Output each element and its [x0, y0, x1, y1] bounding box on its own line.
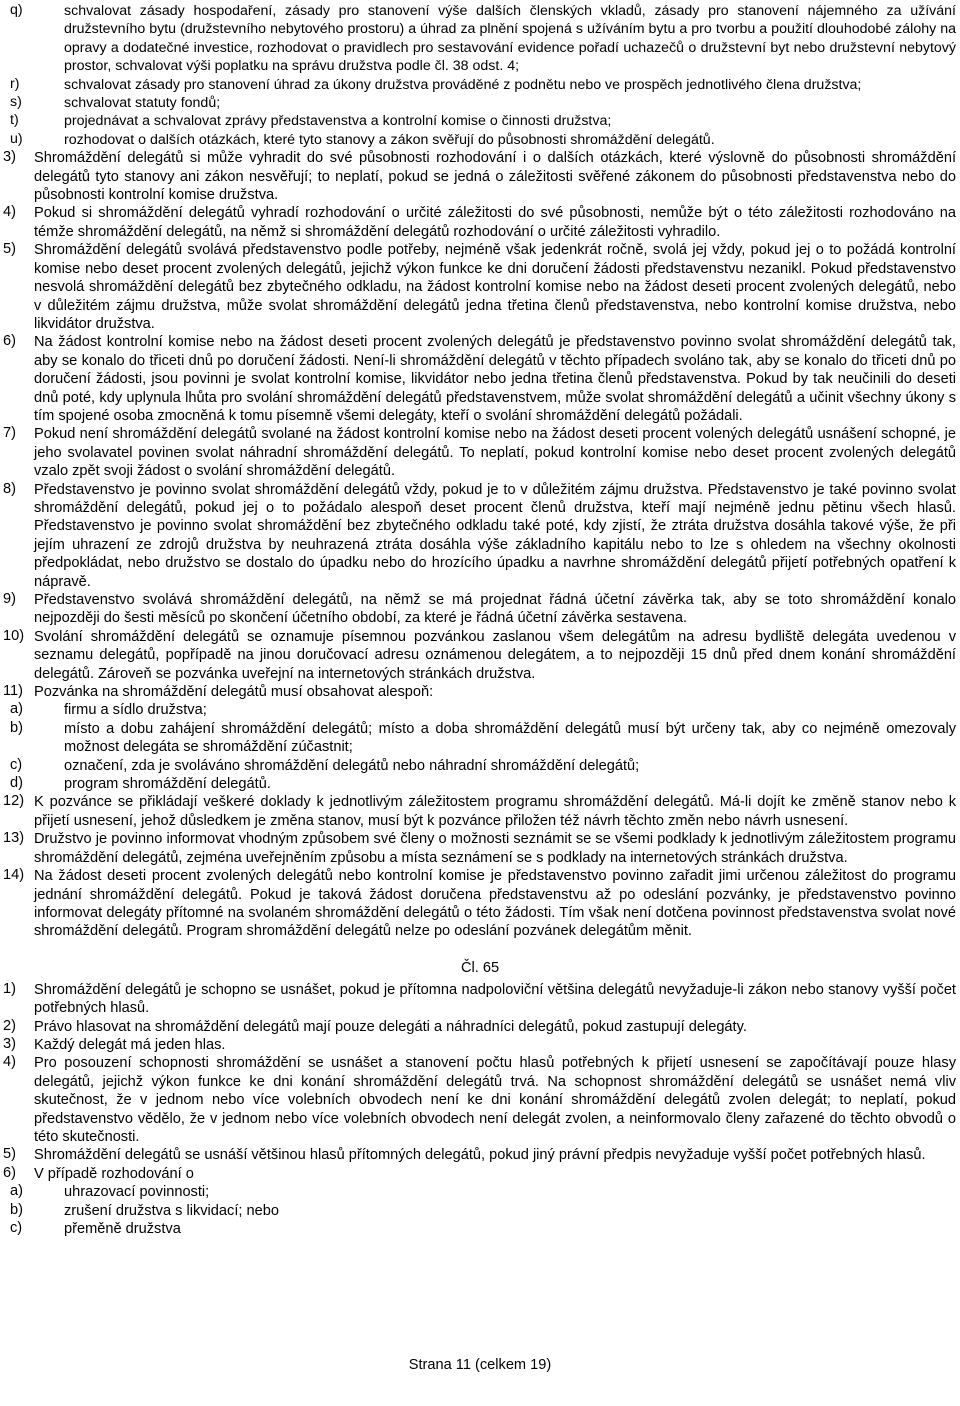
item-label: 3)	[3, 1035, 16, 1052]
item-label: b)	[10, 719, 23, 736]
item-text: Představenstvo svolává shromáždění delegátů, na němž se má projednat řádná účetní závěrka tak, aby se toto shromáždění konalo nejpozději do šesti měsíců po skončení účetního období, za které je řádná účetní závěrka sestavena.	[34, 592, 956, 627]
item-label: b)	[10, 1201, 23, 1218]
item-label: s)	[10, 94, 22, 111]
item-text: V případě rozhodování o	[34, 1165, 194, 1182]
item-text: schvalovat zásady hospodaření, zásady pro stanovení výše dalších členských vkladů, zásady pro stanovení nájemného za užívání družstevního bytu (družstevního nebytového prostoru) a úhrad za plnění spojená s užíváním bytu a pro tvorbu a použití dlouhodobé zálohy na opravy a dodatečné investice, rozhodovat o pravidlech pro sestavování evidence pořadí uchazečů o družstevní byt nebo družstevní nebytový prostor, schvalovat výši poplatku na správu družstva podle čl. 38 odst. 4;	[64, 3, 956, 75]
numbered-paragraph	[3, 1018, 956, 1036]
numbered-paragraph	[3, 830, 956, 867]
section-article-65	[0, 981, 960, 1239]
item-label: c)	[10, 1220, 23, 1236]
item-label: a)	[10, 701, 23, 718]
item-text: Pozvánka na shromáždění delegátů musí obsahovat alespoň:	[34, 684, 434, 701]
item-text: Představenstvo je povinno svolat shromáždění delegátů vždy, pokud je to v důležitém zájmu družstva. Představenstvo je také povinno svolat shromáždění delegátů, pokud jej o to požádalo alespoň deset procent členů družstva, kteří mají nejméně jednu pětinu všech hlasů. Představenstvo je povinno svolat shromáždění bez zbytečného odkladu také poté, kdy zjistí, že ztráta družstva dosáhla takové výše, že při jejím uhrazení ze zdrojů družstva by neuhrazená ztráta dosáhla výše základního kapitálu nebo to lze s ohledem na všechny okolnosti předpokládat, nebo družstvo se dostalo do úpadku nebo do hrozícího úpadku a navrhne shromáždění delegátů přijetí potřebných opatření k nápravě.	[34, 481, 956, 590]
item-text: Družstvo je povinno informovat vhodným způsobem své členy o možnosti seznámit se se všemi podklady k jednotlivým záležitostem programu shromáždění delegátů, zejména uveřejněním způsobu a místa seznámení se s podklady na internetových stránkách družstva.	[34, 831, 956, 866]
numbered-paragraph	[3, 683, 956, 701]
item-text: Právo hlasovat na shromáždění delegátů mají pouze delegáti a náhradníci delegátů, pokud zastupují delegáty.	[34, 1018, 747, 1035]
article-heading: Čl. 65	[460, 959, 500, 976]
page-footer: Strana 11 (celkem 19)	[408, 1357, 552, 1373]
numbered-paragraph	[3, 149, 956, 204]
numbered-paragraph	[3, 591, 956, 628]
item-label: 8)	[3, 480, 16, 497]
item-text: přeměně družstva	[64, 1221, 181, 1237]
item-text: rozhodovat o dalších otázkách, které tyto stanovy a zákon svěřují do působnosti shromáždění delegátů.	[64, 131, 715, 148]
item-label: c)	[10, 756, 23, 773]
item-text: Pokud si shromáždění delegátů vyhradí rozhodování o určité záležitosti do své působnosti, nemůže být o této záležitosti rozhodováno na témže shromáždění delegátů, na němž si shromáždění delegátů rozhodování o určité záležitosti vyhradilo.	[34, 205, 956, 240]
numbered-paragraph	[3, 204, 956, 241]
item-label: q)	[10, 2, 23, 18]
section-articles-continued	[0, 2, 960, 941]
lettered-item	[10, 701, 956, 719]
lettered-item	[10, 1183, 956, 1201]
lettered-item	[10, 1220, 956, 1238]
item-text: schvalovat zásady pro stanovení úhrad za úkony družstva prováděné z podnětu nebo ve prospěch jednotlivého člena družstva;	[64, 76, 862, 93]
item-label: 9)	[3, 591, 16, 607]
item-label: 12)	[3, 793, 25, 810]
item-text: Pro posouzení schopnosti shromáždění se usnášet a stanovení počtu hlasů potřebných k přijetí usnesení se započítávají pouze hlasy delegátů, jejichž výkon funkce ke dni konání shromáždění delegátů trvá. Na schopnost shromáždění delegátů se usnášet nemá vliv skutečnost, že v jednom nebo více volebních obvodech není ke dni konání shromáždění delegátů zvolen delegát; to neplatí, pokud představenstvo vědělo, že v jednom nebo více volebních obvodech není delegát zvolen, a neinformovalo členy zařazené do těchto obvodů o této skutečnosti.	[34, 1055, 956, 1145]
item-label: u)	[10, 130, 23, 147]
item-label: t)	[10, 112, 19, 129]
item-text: projednávat a schvalovat zprávy představenstva a kontrolní komise o činnosti družstva;	[64, 113, 612, 130]
item-text: zrušení družstva s likvidací; nebo	[64, 1202, 279, 1219]
item-text: označení, zda je svoláváno shromáždění delegátů nebo náhradní shromáždění delegátů;	[64, 757, 640, 774]
numbered-paragraph	[3, 1146, 956, 1164]
item-text: firmu a sídlo družstva;	[64, 702, 207, 719]
item-text: Každý delegát má jeden hlas.	[34, 1036, 226, 1053]
lettered-item	[10, 131, 956, 149]
item-label: d)	[10, 775, 23, 792]
item-label: a)	[10, 1183, 23, 1200]
numbered-paragraph	[3, 981, 956, 1018]
lettered-item	[10, 76, 956, 94]
lettered-item	[10, 112, 956, 130]
lettered-item	[10, 94, 956, 112]
item-label: 11)	[3, 683, 24, 700]
item-label: 6)	[3, 1164, 16, 1181]
numbered-paragraph	[3, 425, 956, 480]
item-label: r)	[10, 75, 20, 92]
numbered-paragraph	[3, 333, 956, 425]
item-label: 7)	[3, 425, 16, 442]
item-label: 4)	[3, 1054, 16, 1071]
item-label: 2)	[3, 1017, 16, 1034]
item-text: Shromáždění delegátů je schopno se usnášet, pokud je přítomna nadpoloviční většina delegátů nevyžaduje-li zákon nebo stanovy vyšší počet potřebných hlasů.	[34, 981, 956, 1017]
item-text: Na žádost deseti procent zvolených delegátů nebo kontrolní komise je představenstvo povinno zařadit jimi určenou záležitost do programu jednání shromáždění delegátů. Pokud je taková žádost doručena představenstvu až po odeslání pozvánky, je představenstvo povinno informovat delegáty přítomné na svolaném shromáždění delegátů o této žádosti. Tím však není dotčena povinnost představenstva svolat nové shromáždění delegátů. Program shromáždění delegátů nelze po odeslání pozvánek delegátům měnit.	[34, 868, 956, 940]
lettered-item	[10, 775, 956, 793]
item-label: 5)	[3, 1146, 16, 1163]
lettered-item	[10, 720, 956, 757]
item-label: 3)	[3, 149, 16, 166]
numbered-paragraph	[3, 481, 956, 591]
item-text: místo a dobu zahájení shromáždění delegátů; místo a doba shromáždění delegátů musí být určeny tak, aby co nejméně omezovaly možnost delegáta se shromáždění zúčastnit;	[64, 720, 956, 756]
item-label: 6)	[3, 333, 16, 350]
item-text: Shromáždění delegátů si může vyhradit do své působnosti rozhodování i o dalších otázkách, které výslovně do působnosti shromáždění delegátů tyto stanovy ani zákon nesvěřují; to neplatí, pokud se jedná o záležitosti svěřené zákonem do působnosti představenstva nebo do působnosti kontrolní komise družstva.	[34, 150, 956, 204]
item-text: uhrazovací povinnosti;	[64, 1184, 210, 1201]
item-label: 13)	[3, 830, 25, 847]
item-text: Shromáždění delegátů se usnáší většinou hlasů přítomných delegátů, pokud jiný právní předpis nevyžaduje vyšší počet potřebných hlasů.	[34, 1147, 926, 1164]
item-label: 4)	[3, 204, 16, 221]
item-text: Pokud není shromáždění delegátů svolané na žádost kontrolní komise nebo na žádost deseti procent volených delegátů usnášení schopné, je jeho svolavatel povinen svolat náhradní shromáždění delegátů. To neplatí, pokud kontrolní komise nebo deset procent zvolených delegátů vzalo zpět svoji žádost o svolání shromáždění delegátů.	[34, 426, 956, 480]
item-text: Na žádost kontrolní komise nebo na žádost deseti procent zvolených delegátů je představenstvo povinno svolat shromáždění delegátů tak, aby se konalo do třiceti dnů po doručení žádosti. Není-li shromáždění delegátů v těchto případech svoláno tak, aby se konalo do třiceti dnů po doručení žádosti, jsou povinni je svolat kontrolní komise, likvidátor nebo jedna třetina členů představenstva. Pokud by tak neučinili do deseti dnů poté, kdy uplynula lhůta pro svolání shromáždění delegátů představenstvem, může svolat shromáždění delegátů a učinit všechny úkony s tím spojené osoba zmocněná k tomu písemně všemi delegáty, kteří o svolání shromáždění delegátů požádali.	[34, 334, 956, 424]
item-text: Svolání shromáždění delegátů se oznamuje písemnou pozvánkou zaslanou všem delegátům na adresu bydliště delegáta uvedenou v seznamu delegátů, popřípadě na jinou doručovací adresu oznámenou delegátem, a to nejpozději 15 dnů před dnem konání shromáždění delegátů. Zároveň se pozvánka uveřejní na internetových stránkách družstva.	[34, 628, 956, 682]
numbered-paragraph	[3, 1036, 956, 1054]
item-label: 10)	[3, 627, 25, 644]
numbered-paragraph	[3, 628, 956, 683]
item-text: program shromáždění delegátů.	[64, 776, 271, 793]
item-label: 5)	[3, 241, 16, 258]
numbered-paragraph	[3, 241, 956, 333]
item-label: 14)	[3, 867, 25, 884]
lettered-item	[10, 2, 956, 76]
lettered-item	[10, 757, 956, 775]
item-text: Shromáždění delegátů svolává představenstvo podle potřeby, nejméně však jedenkrát ročně, svolá jej vždy, pokud jej o to požádá kontrolní komise nebo deset procent zvolených delegátů, jejichž výkon funkce ke dni doručení žádosti představenstvu nezanikl. Pokud představenstvo nesvolá shromáždění delegátů bez zbytečného odkladu, na žádost kontrolní komise nebo na žádost deseti procent zvolených delegátů, nebo v důležitém zájmu družstva, může svolat shromáždění delegátů jedna třetina členů představenstva, nebo kontrolní komise družstva, nebo likvidátor družstva.	[34, 242, 956, 332]
numbered-paragraph	[3, 1165, 956, 1183]
numbered-paragraph	[3, 867, 956, 941]
item-text: K pozvánce se přikládají veškeré doklady k jednotlivým záležitostem programu shromáždění delegátů. Má-li dojít ke změně stanov nebo k přijetí usnesení, jehož důsledkem je změna stanov, musí být k pozvánce přiložen též návrh těchto změn nebo návrh usnesení.	[34, 794, 956, 829]
numbered-paragraph	[3, 793, 956, 830]
item-text: schvalovat statuty fondů;	[64, 95, 221, 112]
item-label: 1)	[3, 980, 16, 997]
numbered-paragraph	[3, 1054, 956, 1146]
lettered-item	[10, 1202, 956, 1220]
